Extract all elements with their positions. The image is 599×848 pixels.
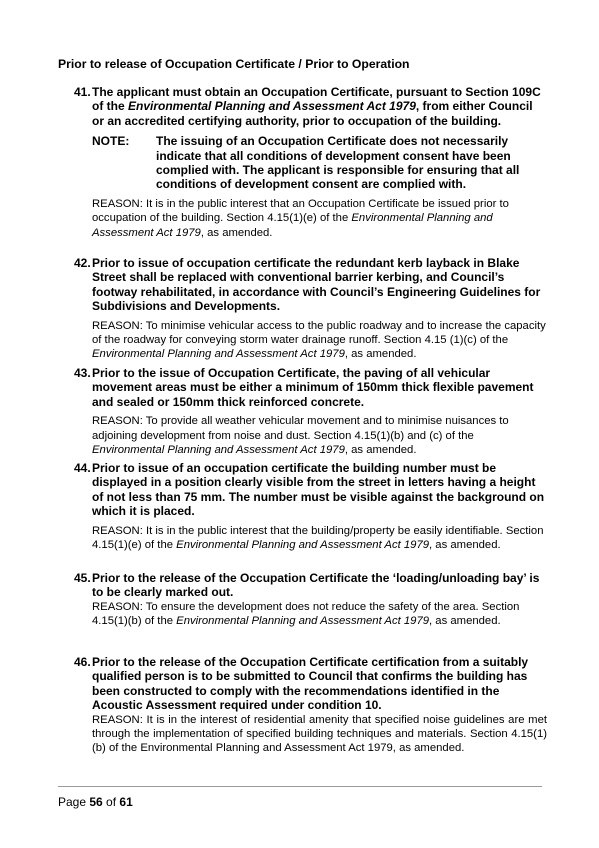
condition-text: Prior to the release of the Occupation Certificate the ‘loading/unloading bay’ is to be clearly marked out.: [92, 571, 540, 600]
act-title: Environmental Planning and Assessment Act 1979: [176, 615, 430, 628]
act-title: Environmental Planning and Assessment Act 1979: [92, 444, 345, 457]
condition-number: 46.: [74, 655, 91, 669]
reason-part: , as amended.: [344, 348, 417, 361]
act-title: Environmental Planning and Assessment Act 1979: [128, 99, 416, 114]
reason-text: [92, 197, 547, 240]
note-label: NOTE:: [92, 134, 130, 149]
condition-number: 42.: [74, 256, 91, 270]
reason-part: , as amended.: [200, 226, 273, 239]
reason-part: REASON: It is in the public interest that the building/property be easily identifiable. Section 4.15(1)(e) of the: [92, 524, 544, 552]
note-text: The issuing of an Occupation Certificate does not necessarily indicate that all conditions of development consent have been complied with. The applicant is responsible for ensuring that all conditions of development consent are complied with.: [156, 134, 520, 192]
reason-text: [92, 600, 547, 629]
reason-text: [92, 319, 547, 362]
page-label: Page: [58, 795, 90, 809]
current-page: 56: [89, 795, 103, 809]
condition-42: [74, 256, 547, 362]
total-pages: 61: [119, 795, 133, 809]
reason-part: REASON: To ensure the development does not reduce the safety of the area. Section 4.15(1)(b) of the: [92, 600, 520, 628]
reason-part: , as amended.: [429, 615, 501, 628]
condition-41: [74, 85, 547, 240]
act-title: Environmental Planning and Assessment Act 1979: [176, 539, 430, 552]
reason-part: REASON: To provide all weather vehicular movement and to minimise nuisances to adjoining development from noise and dust. Section 4.15(1)(b) and (c) of the: [92, 415, 509, 442]
condition-text: [92, 85, 547, 128]
condition-text: Prior to the release of the Occupation Certificate certification from a suitably qualified person is to be submitted to Council that confirms the building has been constructed to comply with the recommendations identified in the Acoustic Assessment required under condition 10.: [92, 655, 529, 713]
condition-text: Prior to issue of an occupation certificate the building number must be displayed in a position clearly visible from the street in letters having a height of not less than 75 mm. The number must be visible against the background on which it is placed.: [92, 461, 545, 519]
act-title: Environmental Planning and Assessment Act 1979: [92, 212, 493, 239]
condition-text-part: , from either Council or an accredited certifying authority, prior to occupation of the building.: [92, 99, 533, 128]
condition-43: [74, 366, 547, 457]
condition-46: [74, 655, 547, 756]
reason-text: REASON: It is in the interest of residential amenity that specified noise guidelines are met through the implementation of specified building techniques and materials. Section 4.15(1)(b) of the Environmental Planning and Assessment Act 1979, as amended.: [92, 713, 547, 755]
condition-number: 41.: [74, 85, 91, 99]
section-heading: Prior to release of Occupation Certificate / Prior to Operation: [58, 57, 410, 71]
condition-number: 45.: [74, 571, 91, 585]
note-block: [92, 134, 547, 192]
reason-text: [92, 414, 547, 457]
condition-45: [74, 571, 547, 629]
reason-part: REASON: To minimise vehicular access to the public roadway and to increase the capacity of the roadway for conveying storm water drainage runoff. Section 4.15 (1)(c) of the: [92, 319, 546, 347]
footer-divider: [58, 786, 542, 787]
reason-part: , as amended.: [344, 444, 417, 457]
reason-part: , as amended.: [429, 539, 501, 552]
page-number: [58, 795, 133, 809]
condition-number: 44.: [74, 461, 91, 475]
condition-44: [74, 461, 547, 552]
reason-text: [92, 524, 547, 553]
condition-number: 43.: [74, 366, 91, 380]
condition-text: Prior to the issue of Occupation Certificate, the paving of all vehicular movement areas must be either a minimum of 150mm thick flexible pavement and sealed or 150mm thick reinforced concrete.: [92, 366, 534, 409]
condition-text: Prior to issue of occupation certificate the redundant kerb layback in Blake Street shall be replaced with conventional barrier kerbing, and Council’s footway rehabilitated, in accordance with Council’s Engineering Guidelines for Subdivisions and Developments.: [92, 256, 541, 314]
act-title: Environmental Planning and Assessment Act 1979: [92, 348, 345, 361]
condition-text-part: The applicant must obtain an Occupation Certificate, pursuant to Section 109C of the: [92, 85, 541, 114]
page-of-label: of: [102, 795, 120, 809]
reason-part: REASON: It is in the public interest that an Occupation Certificate be issued prior to occupation of the building. Section 4.15(1)(e) of the: [92, 197, 509, 225]
